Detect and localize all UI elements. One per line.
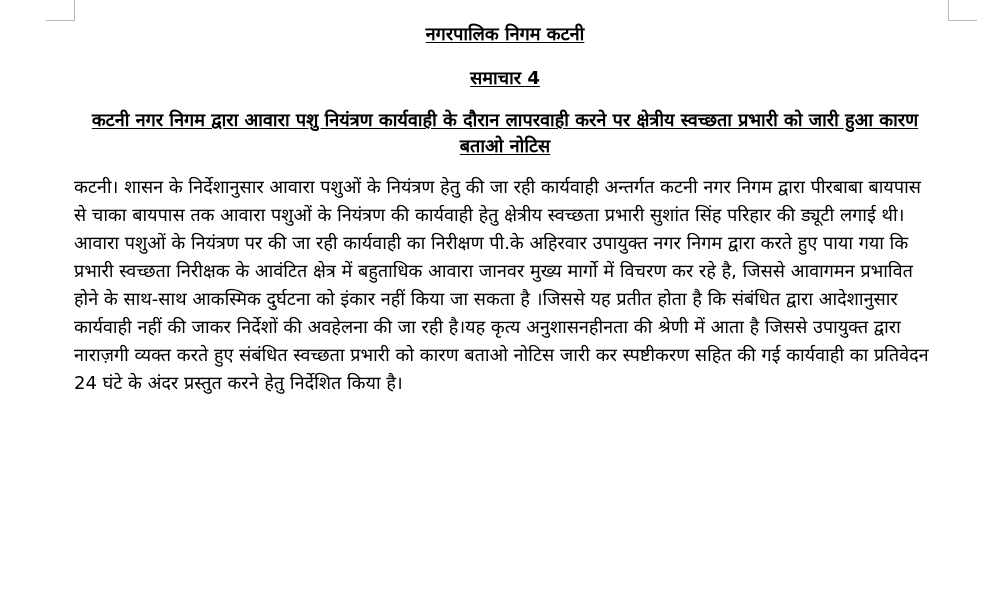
news-body-paragraph: कटनी। शासन के निर्देशानुसार आवारा पशुओं के नियंत्रण हेतु की जा रही कार्यवाही अन्तर्गत कटनी नगर निगम द्वारा पीरबाबा बायपास से चाका बायपास तक आवारा पशुओं के नियंत्रण की कार्यवाही हेतु क्षेत्रीय स्वच्छता प्रभारी सुशांत सिंह परिहार की ड्यूटी लगाई थी। आवारा पशुओं के नियंत्रण पर की जा रही कार्यवाही का निरीक्षण पी.के अहिरवार उपायुक्त नगर निगम द्वारा करते हुए पाया गया कि प्रभारी स्वच्छता निरीक्षक के आवंटित क्षेत्र में बहुताधिक आवारा जानवर मुख्य मार्गो में विचरण कर रहे है, जिससे आवागमन प्रभावित होने के साथ-साथ आकस्मिक दुर्घटना को इंकार नहीं किया जा सकता है ।जिससे यह प्रतीत होता है कि संबंधित द्वारा आदेशानुसार कार्यवाही नहीं की जाकर निर्देशों की अवहेलना की जा रही है।यह कृत्य अनुशासनहीनता की श्रेणी में आता है जिससे उपायुक्त द्वारा नाराज़गी व्यक्त करते हुए संबंधित स्वच्छता प्रभारी को कारण बताओ नोटिस जारी कर स्पष्टीकरण सहित की गई कार्यवाही का प्रतिवेदन 24 घंटे के अंदर प्रस्तुत करने हेतु निर्देशित किया है। <box>74 177 929 394</box>
top-left-crop-mark <box>46 0 75 21</box>
top-right-crop-mark <box>948 0 977 21</box>
news-headline: कटनी नगर निगम द्वारा आवारा पशु नियंत्रण कार्यवाही के दौरान लापरवाही करने पर क्षेत्रीय स्वच्छता प्रभारी को जारी हुआ कारण बताओ नोटिस <box>91 110 919 157</box>
document-content <box>74 22 936 398</box>
organization-title: नगरपालिक निगम कटनी <box>425 24 585 45</box>
news-number-heading: समाचार 4 <box>470 68 540 89</box>
